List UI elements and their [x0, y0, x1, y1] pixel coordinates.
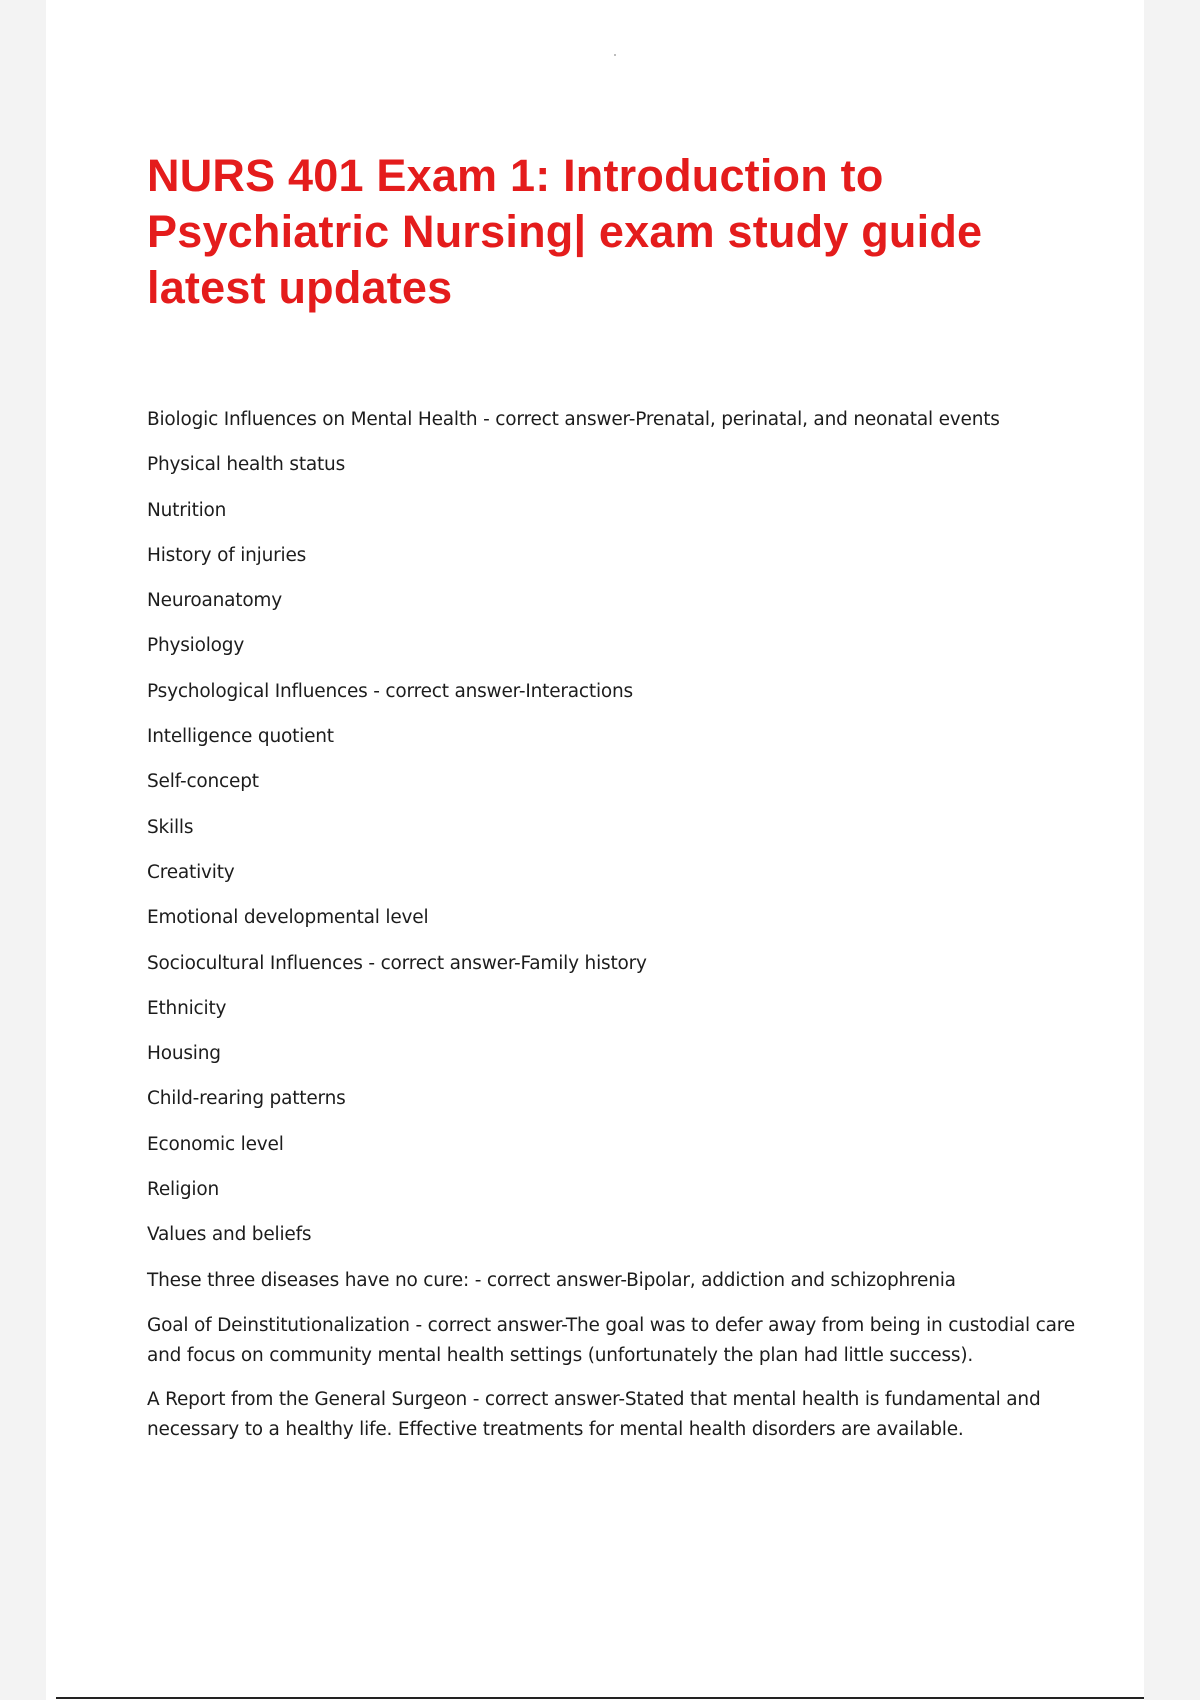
body-paragraph: Goal of Deinstitutionalization - correct answer-The goal was to defer away from being in custodial care and focus on community mental health settings (unfortunately the plan had little success).: [147, 1314, 1075, 1366]
body-line: Physical health status: [147, 454, 346, 476]
body-line: Self-concept: [147, 771, 259, 793]
body-line: Skills: [147, 816, 194, 838]
body-line: Housing: [147, 1043, 221, 1065]
body-line: Sociocultural Influences - correct answer-Family history: [147, 952, 647, 974]
page-mark: [614, 54, 616, 56]
body-line: Ethnicity: [147, 997, 227, 1019]
body-line: Creativity: [147, 861, 235, 883]
document-page: [46, 0, 1144, 1700]
body-line: History of injuries: [147, 544, 307, 566]
body-line: These three diseases have no cure: - correct answer-Bipolar, addiction and schizophrenia: [147, 1269, 956, 1291]
document-title: NURS 401 Exam 1: Introduction to Psychiatric Nursing| exam study guide latest updates: [147, 150, 983, 313]
body-line: Religion: [147, 1179, 220, 1201]
body-line: Child-rearing patterns: [147, 1088, 346, 1110]
body-line: Physiology: [147, 635, 245, 657]
body-line: Psychological Influences - correct answer-Interactions: [147, 680, 633, 702]
page-bottom-rule: [56, 1697, 1144, 1699]
body-line: Biologic Influences on Mental Health - correct answer-Prenatal, perinatal, and neonatal events: [147, 409, 1000, 430]
document-body: [147, 405, 1087, 1459]
body-line: Neuroanatomy: [147, 590, 283, 612]
body-line: Intelligence quotient: [147, 726, 334, 748]
body-line: Values and beliefs: [147, 1224, 312, 1246]
body-paragraph: A Report from the General Surgeon - correct answer-Stated that mental health is fundamental and necessary to a healthy life. Effective treatments for mental health disorders are available.: [147, 1388, 1041, 1440]
body-line: Nutrition: [147, 499, 227, 521]
body-line: Emotional developmental level: [147, 907, 429, 929]
body-line: Economic level: [147, 1133, 284, 1155]
